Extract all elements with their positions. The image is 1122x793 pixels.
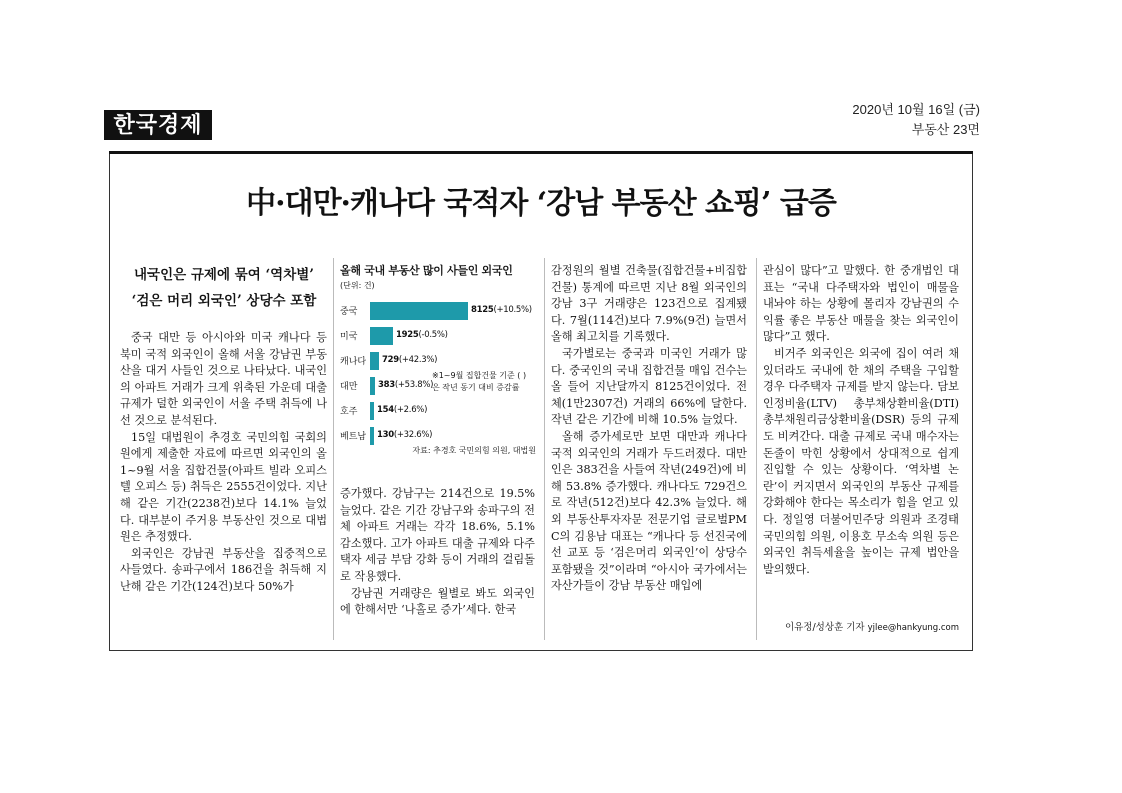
chart-value-label: 383(+53.8%)	[378, 380, 434, 390]
chart-bar	[370, 352, 379, 370]
chart-row	[340, 427, 536, 445]
publication-date: 2020년 10월 16일 (금)	[852, 102, 980, 117]
chart-bar	[370, 377, 375, 395]
paragraph: 강남권 거래량은 월별로 봐도 외국인에 한해서만 ‘나홀로 증가’세다. 한국	[340, 586, 535, 617]
chart-category-label: 캐나다	[340, 357, 367, 367]
chart-title: 올해 국내 부동산 많이 사들인 외국인	[340, 264, 513, 277]
subheadline	[120, 262, 328, 314]
page-section: 부동산 23면	[911, 122, 980, 137]
chart-row	[340, 352, 536, 370]
headline: 中·대만·캐나다 국적자 ‘강남 부동산 쇼핑’ 급증	[246, 186, 836, 221]
paragraph: 국가별로는 중국과 미국인 거래가 많다. 중국인의 국내 집합건물 매입 건수는 올 들어 지난달까지 8125건이었다. 전체(1만2307건) 거래의 66%에 달한다. 작년 같은 기간에 비해 10.5% 늘었다.	[551, 346, 747, 427]
chart-row	[340, 327, 536, 345]
chart-value-label: 729(+42.3%)	[382, 355, 438, 365]
chart-row	[340, 302, 536, 320]
chart-value-label: 8125(+10.5%)	[471, 305, 532, 315]
article-top-rule	[109, 151, 973, 154]
chart-value-label: 130(+32.6%)	[377, 430, 433, 440]
chart-source: 자료: 추경호 국민의힘 의원, 대법원	[412, 446, 536, 455]
chart-bar	[370, 327, 393, 345]
chart-category-label: 베트남	[340, 432, 367, 442]
chart-note: ※1~9월 집합건물 기준 ( )은 작년 동기 대비 증감률	[432, 371, 527, 392]
body-column-4	[763, 263, 959, 578]
byline	[763, 619, 959, 633]
body-column-3	[551, 263, 747, 595]
chart-value-label: 1925(-0.5%)	[396, 330, 448, 340]
column-divider	[333, 258, 334, 640]
paragraph: 15일 대법원이 추경호 국민의힘 국회의원에게 제출한 자료에 따르면 외국인의 올 1~9월 서울 집합건물(아파트 빌라 오피스텔 오피스 등) 취득은 2555건이었다. 지난해 같은 기간(2238건)보다 14.1% 늘었다. 대부분이 주거용 부동산인 것으로 대법원은 추정했다.	[120, 430, 327, 544]
paragraph: 감정원의 월별 건축물(집합건물+비집합건물) 통계에 따르면 지난 8월 외국인의 강남 3구 거래량은 123건으로 집계됐다. 7월(114건)보다 7.9%(9건) 늘면서 올해 최고치를 기록했다.	[551, 264, 747, 344]
chart-bar	[370, 302, 468, 320]
chart-bar	[370, 402, 374, 420]
column-divider	[544, 258, 545, 640]
paragraph: 비거주 외국인은 외국에 집이 여러 채 있더라도 국내에 한 채의 주택을 구입할 경우 다주택자 규제를 받지 않는다. 담보인정비율(LTV) 총부채상환비율(DTI) 총부채원리금상환비율(DSR) 등의 규제도 비켜간다. 대출 규제로 국내 매수자는 돈줄이 막힌 상황에서 상대적으로 쉽게 진입할 수 있는 상황이다. ‘역차별 논란’이 커지면서 외국인의 부동산 규제를 강화해야 한다는 목소리가 힘을 얻고 있다. 정일영 더불어민주당 의원과 조경태 국민의힘 의원, 이용호 무소속 의원 등은 외국인 취득세율을 높이는 규제 법안을 발의했다.	[763, 346, 959, 576]
chart-category-label: 호주	[340, 407, 358, 417]
paragraph: 증가했다. 강남구는 214건으로 19.5% 늘었다. 같은 기간 강남구와 송파구의 전체 아파트 거래는 각각 18.6%, 5.1% 감소했다. 고가 아파트 대출 규제와 다주택자 세금 부담 강화 등이 거래의 걸림돌로 작용했다.	[340, 487, 535, 583]
reporter-names: 이유정/성상훈 기자	[784, 622, 865, 633]
publication-info	[852, 100, 980, 140]
subheadline-line-2: ‘검은 머리 외국인’ 상당수 포함	[131, 293, 317, 309]
body-column-2	[340, 486, 535, 619]
paragraph: 외국인은 강남권 부동산을 집중적으로 사들였다. 송파구에서 186건을 취득해 지난해 같은 기간(124건)보다 50%가	[120, 546, 327, 593]
chart-category-label: 미국	[340, 332, 358, 342]
reporter-email[interactable]: yjlee@hankyung.com	[867, 623, 959, 633]
chart-value-label: 154(+2.6%)	[377, 405, 428, 415]
chart-category-label: 중국	[340, 307, 358, 317]
chart-row	[340, 402, 536, 420]
paragraph: 관심이 많다”고 말했다. 한 중개법인 대표는 “국내 다주택자와 법인이 매물을 내놔야 하는 상황에 몰리자 강남권의 수익률 좋은 부동산 매물을 찾는 외국인이 많다”고 했다.	[763, 264, 959, 344]
subheadline-line-1: 내국인은 규제에 묶여 ‘역차별’	[134, 267, 314, 283]
chart-unit: (단위: 건)	[340, 281, 375, 290]
column-divider	[756, 258, 757, 640]
body-column-1	[120, 330, 327, 596]
chart-category-label: 대만	[340, 382, 358, 392]
paragraph: 올해 증가세로만 보면 대만과 캐나다 국적 외국인의 거래가 두드러졌다. 대만인은 383건을 사들여 작년(249건)에 비해 53.8% 증가했다. 캐나다도 729건으로 작년(512건)보다 42.3% 늘었다. 해외 부동산투자자문 전문기업 글로벌PMC의 김용남 대표는 “캐나다 등 선진국에선 교포 등 ‘검은머리 외국인’이 상당수 포함됐을 것”이라며 “아시아 국가에서는 자산가들이 강남 부동산 매입에	[551, 429, 747, 593]
newspaper-logo: 한국경제	[104, 110, 212, 140]
bar-chart	[340, 262, 536, 462]
chart-bar	[370, 427, 374, 445]
paragraph: 중국 대만 등 아시아와 미국 캐나다 등 북미 국적 외국인이 올해 서울 강남권 부동산을 대거 사들인 것으로 나타났다. 내국인의 아파트 거래가 크게 위축된 가운데 대출 규제가 덜한 외국인이 서울 주택 취득에 나선 것으로 분석된다.	[120, 331, 327, 427]
